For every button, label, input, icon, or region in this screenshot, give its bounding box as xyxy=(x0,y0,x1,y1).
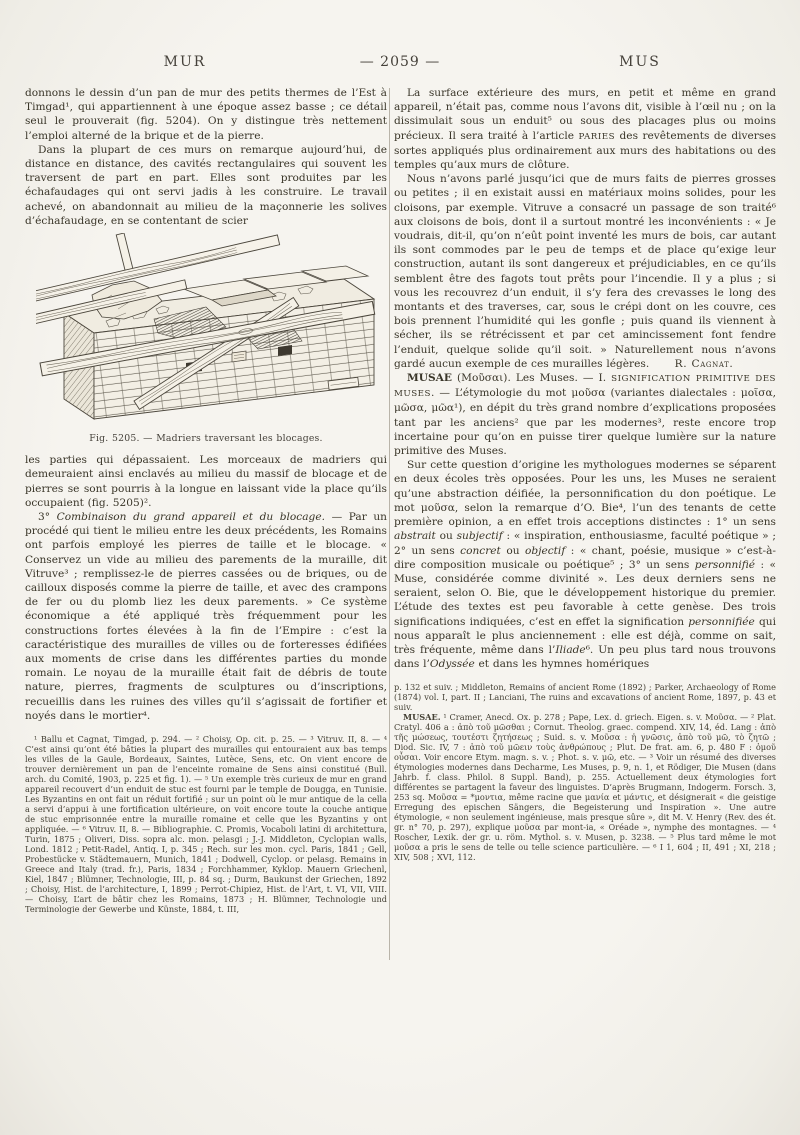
paragraph: La surface extérieure des murs, en petit et même en grand appareil, n’était pas, comme nous l’avons dit, visible à l’œil nu ; on la dissimulait sous un enduit⁵ ou sous des placages plus ou moins précieux. Il sera traité à l’article PARIES des revêtements de diverses sortes appliqués plus ordinairement aux murs des habitations ou des temples qu’aux murs de clôture. xyxy=(394,87,776,172)
woodcut-madriers-illustration xyxy=(36,233,376,425)
footnotes-right xyxy=(394,682,776,862)
running-head-left: MUR xyxy=(163,54,207,70)
paragraph: Nous n’avons parlé jusqu’ici que de murs faits de pierres grosses ou petites ; il en existait aussi en matériaux moins solides, pour les cloisons, par exemple. Vitruve a consacré un passage de son traité⁶ aux cloisons de bois, dont il a surtout montré les inconvénients : « Je voudrais, dit-il, qu’on n’eût point inventé les murs de bois, car autant ils sont commodes par le peu de temps et de place qu’exige leur construction, autant ils sont dangereux et préjudiciables, en ce qu’ils semblent être des fagots tout prêts pour l’incendie. Il y a plus ; si vous les recouvrez d’un enduit, il s’y fera des crevasses le long des montants et des traverses, car, sous le crépi dont on les couvre, ces bois prennent l’humidité qui les gonfle ; puis quand ils viennent à sécher, ils se rétrécissent et par cet amincissement font fendre l’enduit, quelque solide qu’il soit. » Naturellement nous n’avons gardé aucun exemple de ces murailles légères. R. Cagnat. xyxy=(394,173,776,370)
page-header xyxy=(0,54,800,74)
left-column xyxy=(25,86,387,914)
footnote-block: p. 132 et suiv. ; Middleton, Remains of ancient Rome (1892) ; Parker, Archaeology of Rome (1874) vol. I, part. II ; Lanciani, The ruins and excavations of ancient Rome, 1897, p. 43 et suiv. xyxy=(394,682,776,713)
figure-caption: Fig. 5205. — Madriers traversant les blocages. xyxy=(89,433,323,445)
paragraph: donnons le dessin d’un pan de mur des petits thermes de l’Est à Timgad¹, qui appartiennent à une époque assez basse ; ce détail seul le prouverait (fig. 5204). On y distingue très nettement l’emploi alterné de la brique et de la pierre. xyxy=(25,87,387,142)
paragraph: Sur cette question d’origine les mythologues modernes se séparent en deux écoles très opposées. Pour les uns, les Muses ne seraient qu’une abstraction déifiée, la personnification du don poétique. Le mot μοῦσα, selon la remarque d’O. Bie⁴, l’un des tenants de cette première opinion, a en effet trois acceptions distinctes : 1° un sens abstrait ou subjectif : « inspiration, enthousiasme, faculté poétique » ; 2° un sens concret ou objectif : « chant, poésie, musique » c’est-à-dire composition musicale ou poétique⁵ ; 3° un sens personnifié : « Muse, considérée comme divinité ». Les deux derniers sens ne seraient, selon O. Bie, que le développement historique du premier. L’étude des textes est peu favorable à cette genèse. Des trois significations indiquées, c’est en effet la signification personnifiée qui nous apparaît le plus anciennement : elle est déjà, comme on sait, très fréquente, même dans l’Iliade⁶. Un peu plus tard nous trouvons dans l’Odyssée et dans les hymnes homériques xyxy=(394,459,777,671)
beam-stub xyxy=(232,351,246,362)
footnotes-left xyxy=(25,734,387,914)
figure-5205 xyxy=(25,233,387,446)
footnote-block-musae: MUSAE. ¹ Cramer, Anecd. Ox. p. 278 ; Pape, Lex. d. griech. Eigen. s. v. Μοῦσα. — ² Plat. Cratyl. 406 a : ἀπὸ τοῦ μῶσθαι ; Cornut. Theolog. graec. compend. XIV, 14, éd. Lang : ἀπὸ τῆς μώσεως, τουτέστι ζητήσεως ; Suid. s. v. Μοῦσα : ἡ γνῶσις, ἀπὸ τοῦ μῶ, τὸ ζητῶ ; Diod. Sic. IV, 7 : ἀπὸ τοῦ μῶειν τοὺς ἀνθρώπους ; Plut. De frat. am. 6, p. 480 F : ὁμοῦ οὖσαι. Voir encore Etym. magn. s. v. ; Phot. s. v. μῶ, etc. — ³ Voir un résumé des diverses étymologies modernes dans Decharme, Les Muses, p. 9, n. 1, et Rödiger, Die Musen (dans Jahrb. f. class. Philol. 8 Suppl. Band), p. 255. Actuellement deux étymologies fort différentes se partagent la faveur des linguistes. D’après Brugmann, Indogerm. Forsch. 3, 253 sq. Μοῦσα = *μοντια, même racine que μανία et μάντις, et désignerait « die geistige Erregung des epischen Sängers, die Begeisterung und Inspiration ». Une autre étymologie, « non seulement ingénieuse, mais presque sûre », dit M. V. Henry (Rev. des ét. gr. n° 70, p. 297), explique μοῦσα par mont-ia, « Oréade », nymphe des montagnes. — ⁴ Roscher, Lexik. der gr. u. röm. Mythol. s. v. Musen, p. 3238. — ⁵ Plus tard même le mot μοῦσα a pris le sens de telle ou telle science particulière. — ⁶ I 1, 604 ; II, 491 ; XI, 218 ; XIV, 508 ; XVI, 112. xyxy=(394,712,776,863)
running-head-right: MUS xyxy=(619,54,661,70)
paragraph: 3° Combinaison du grand appareil et du blocage. — Par un procédé qui tient le milieu entre les deux précédents, les Romains ont parfois employé les pierres de taille et le blocage. « Conservez un vide au milieu des parements de la muraille, dit Vitruve³ ; remplissez-le de pierres cassées ou de briques, ou de cailloux disposés comme la pierre de taille, et avec des crampons de fer ou du plomb liez les deux parements. » Ce système économique a été appliqué très fréquemment pour les constructions fortes élevées à la fin de l’Empire : c’est la caractéristique des murailles de villes ou de forteresses édifiées aux moments de crise dans les différentes parties du monde romain. Le noyau de la muraille était fait de débris de toute nature, pierres, fragments de sculptures ou d’inscriptions, recueillis dans les ruines des villes qu’il s’agissait de fortifier et noyés dans le mortier⁴. xyxy=(25,511,387,722)
footnote-block: ¹ Ballu et Cagnat, Timgad, p. 294. — ² Choisy, Op. cit. p. 25. — ³ Vitruv. II, 8. — ⁴ C’est ainsi qu’ont été bâties la plupart des murailles qui entouraient aux bas temps les villes de la Gaule, Bordeaux, Saintes, Lutèce, Sens, etc. On vient encore de trouver dernièrement un pan de l’enceinte romaine de Sens ainsi constitué (Bull. arch. du Comité, 1903, p. 225 et fig. 1). — ⁵ Un exemple très curieux de mur en grand appareil recouvert d’un enduit de stuc est fourni par le temple de Dougga, en Tunisie. Les Byzantins en ont fait un réduit fortifié ; sur un point où le mur antique de la cella a servi d’appui à une fortification ultérieure, on voit encore toute la couche antique de stuc emprisonnée entre la muraille romaine et celle que les Byzantins y ont appliquée. — ⁶ Vitruv. II, 8. — Bibliographie. C. Promis, Vocaboli latini di architettura, Turin, 1875 ; Oliveri, Diss. sopra alc. mon. pelasgi ; J.-J. Middleton, Cyclopian walls, Lond. 1812 ; Petit-Radel, Antiq. I, p. 345 ; Rech. sur les mon. cycl. Paris, 1841 ; Gell, Probestücke v. Städtemauern, Munich, 1841 ; Dodwell, Cyclop. or pelasg. Remains in Greece and Italy (trad. fr.), Paris, 1834 ; Forchhammer, Kyklop. Mauern Griechenl, Kiel, 1847 ; Blümner, Technologie, III, p. 84 sq. ; Durm, Baukunst der Griechen, 1892 ; Choisy, Hist. de l’architecture, I, 1899 ; Perrot-Chipiez, Hist. de l’Art, t. VI, VII, VIII. — Choisy, L’art de bâtir chez les Romains, 1873 ; H. Blümner, Technologie und Terminologie der Gewerbe und Künste, 1884, t. III, xyxy=(25,734,387,915)
page-number: — 2059 — xyxy=(359,54,441,70)
right-column xyxy=(394,86,776,862)
paragraph: les parties qui dépassaient. Les morceaux de madriers qui demeuraient ainsi enclavés au milieu du massif de blocage et de pierres se sont pourris à la longue en laissant vide la place qu’ils occupaient (fig. 5205)². xyxy=(25,454,387,509)
column-divider xyxy=(389,88,390,960)
paragraph-musae-entry: MUSAE (Μοῦσαι). Les Muses. — I. SIGNIFICATION PRIMITIVE DES MUSES. — L’étymologie du mot μοῦσα (variantes dialectales : μοῖσα, μῶσα, μῶα¹), en dépit du très grand nombre d’explications proposées tant par les anciens² que par les modernes³, reste encore trop incertaine pour qu’on en puisse tirer quelque lumière sur la nature primitive des Muses. xyxy=(394,372,777,458)
paragraph: Dans la plupart de ces murs on remarque aujourd’hui, de distance en distance, des cavités rectangulaires qui souvent les traversent de part en part. Elles sont produites par les échafaudages qui ont servi jadis à les construire. Le travail achevé, on abandonnait au milieu de la maçonnerie les solives d’échafaudage, en se contentant de scier xyxy=(25,143,387,227)
